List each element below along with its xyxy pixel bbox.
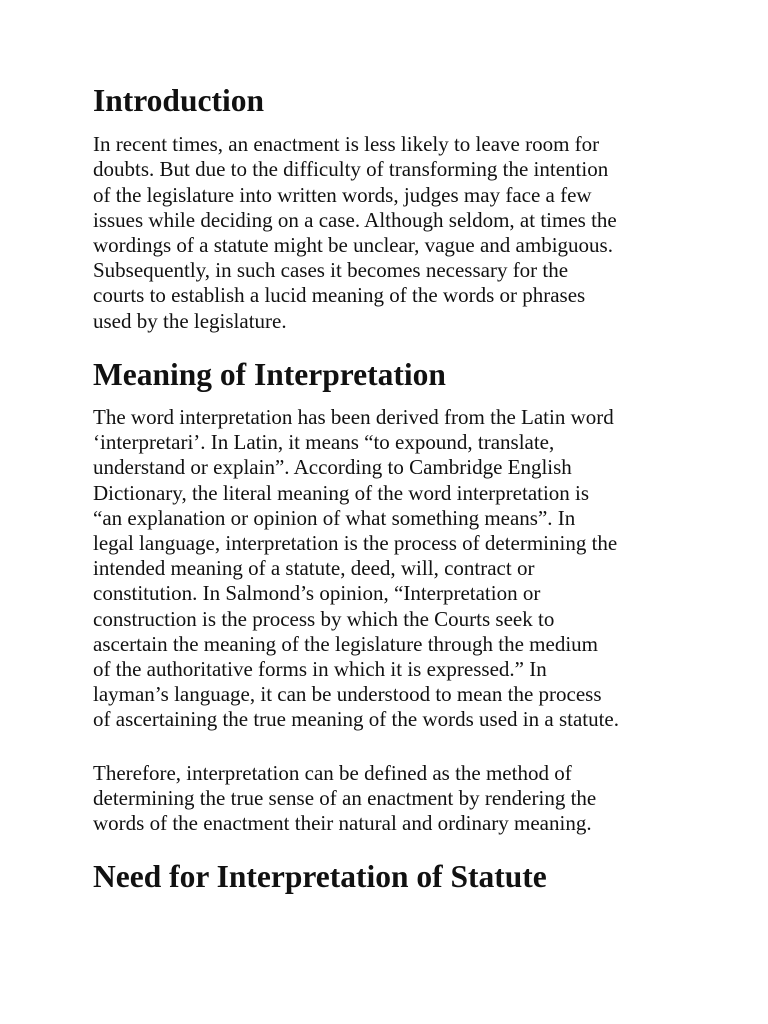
text-line: intended meaning of a statute, deed, will, contract or (93, 556, 535, 581)
text-line: words of the enactment their natural and ordinary meaning. (93, 811, 592, 836)
text-line: constitution. In Salmond’s opinion, “Interpretation or (93, 581, 541, 606)
section-heading-introduction: Introduction (93, 83, 264, 118)
text-line: ascertain the meaning of the legislature through the medium (93, 631, 599, 656)
text-line: of the authoritative forms in which it is expressed.” In (93, 657, 547, 682)
text-line: of ascertaining the true meaning of the words used in a statute. (93, 707, 620, 732)
text-line: “an explanation or opinion of what something means”. In (93, 505, 576, 530)
text-line: determining the true sense of an enactment by rendering the (93, 785, 597, 810)
text-line: doubts. But due to the difficulty of transforming the intention (93, 157, 609, 182)
text-line: layman’s language, it can be understood to mean the process (93, 682, 602, 707)
paragraph-meaning-conclusion (93, 761, 693, 837)
text-line: legal language, interpretation is the process of determining the (93, 531, 618, 556)
text-line: Dictionary, the literal meaning of the word interpretation is (93, 480, 590, 505)
text-line: issues while deciding on a case. Although seldom, at times the (93, 207, 617, 232)
text-line: used by the legislature. (93, 308, 287, 333)
document-page (93, 83, 693, 895)
paragraph-introduction (93, 132, 693, 334)
text-line: In recent times, an enactment is less likely to leave room for (93, 132, 600, 157)
text-line: ‘interpretari’. In Latin, it means “to expound, translate, (93, 430, 555, 455)
text-line: Therefore, interpretation can be defined as the method of (93, 760, 572, 785)
text-line: construction is the process by which the Courts seek to (93, 606, 555, 631)
text-line: wordings of a statute might be unclear, vague and ambiguous. (93, 233, 613, 258)
section-heading-meaning-of-interpretation: Meaning of Interpretation (93, 356, 446, 392)
text-line: The word interpretation has been derived from the Latin word (93, 405, 614, 430)
text-line: understand or explain”. According to Cambridge English (93, 455, 572, 480)
paragraph-meaning-definition (93, 405, 693, 733)
section-heading-need-for-interpretation: Need for Interpretation of Statute (93, 859, 547, 895)
text-line: courts to establish a lucid meaning of the words or phrases (93, 283, 586, 308)
text-line: Subsequently, in such cases it becomes necessary for the (93, 258, 569, 283)
text-line: of the legislature into written words, judges may face a few (93, 182, 592, 207)
